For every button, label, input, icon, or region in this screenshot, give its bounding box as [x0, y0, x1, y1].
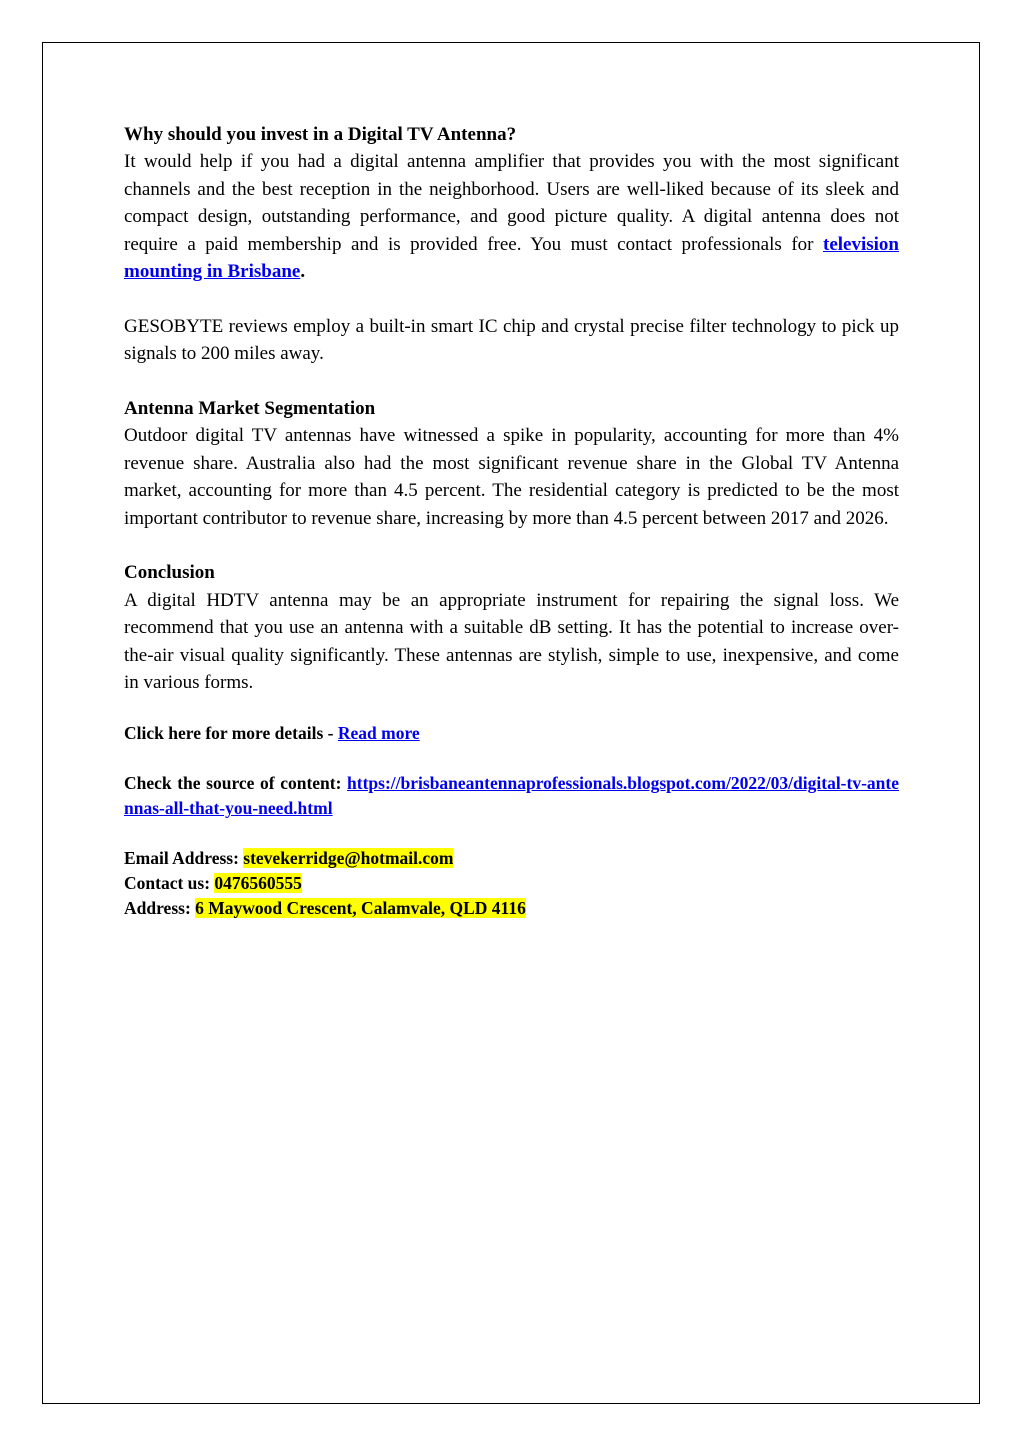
section-paragraph-why-invest: [124, 148, 899, 285]
phone-line: [124, 871, 899, 896]
source-url-link[interactable]: https://brisbaneantennaprofessionals.blogspot.com/2022/03/digital-tv-antennas-all-that-you-need.html: [124, 773, 899, 819]
email-value: stevekerridge@hotmail.com: [243, 848, 454, 869]
email-label: Email Address:: [124, 848, 244, 869]
phone-label: Contact us:: [124, 873, 215, 894]
section-heading-market-segmentation: Antenna Market Segmentation: [124, 398, 376, 420]
section-heading-why-invest: Why should you invest in a Digital TV Antenna?: [124, 124, 517, 145]
section-paragraph-gesobyte: GESOBYTE reviews employ a built-in smart IC chip and crystal precise filter technology to pick up signals to 200 miles away.: [124, 315, 899, 365]
spacer: [124, 821, 899, 846]
spacer: [124, 746, 899, 771]
more-details-label: Click here for more details -: [124, 723, 338, 744]
email-line: [124, 846, 899, 871]
spacer: [124, 696, 899, 721]
spacer: [124, 285, 899, 312]
source-line: [124, 771, 899, 821]
spacer: [124, 368, 899, 395]
phone-value: 0476560555: [214, 873, 302, 894]
section-heading-conclusion: Conclusion: [124, 562, 215, 584]
read-more-link[interactable]: Read more: [337, 723, 420, 744]
more-details-line: [124, 721, 899, 746]
section-paragraph-market-segmentation: Outdoor digital TV antennas have witnessed a spike in popularity, accounting for more than 4% revenue share. Australia also had the most significant revenue share in the Global TV Antenna market, accounting for more than 4.5 percent. The residential category is predicted to be the most important contributor to revenue share, increasing by more than 4.5 percent between 2017 and 2026.: [124, 425, 899, 529]
paragraph-text: It would help if you had a digital antenna amplifier that provides you with the most significant channels and the best reception in the neighborhood. Users are well-liked because of its sleek and compact design, outstanding performance, and good picture quality. A digital antenna does not require a paid membership and is provided free. You must contact professionals for: [124, 151, 899, 255]
address-line: [124, 896, 899, 921]
section-paragraph-conclusion: A digital HDTV antenna may be an appropriate instrument for repairing the signal loss. We recommend that you use an antenna with a suitable dB setting. It has the potential to increase over-the-air visual quality significantly. These antennas are stylish, simple to use, inexpensive, and come in various forms.: [124, 589, 899, 694]
document-body: [124, 121, 899, 921]
address-label: Address:: [124, 898, 196, 919]
paragraph-end-period: .: [300, 261, 306, 283]
source-label: Check the source of content:: [124, 773, 348, 794]
address-value: 6 Maywood Crescent, Calamvale, QLD 4116: [195, 898, 526, 919]
television-mounting-link[interactable]: television mounting in Brisbane: [124, 233, 899, 283]
spacer: [124, 532, 899, 559]
